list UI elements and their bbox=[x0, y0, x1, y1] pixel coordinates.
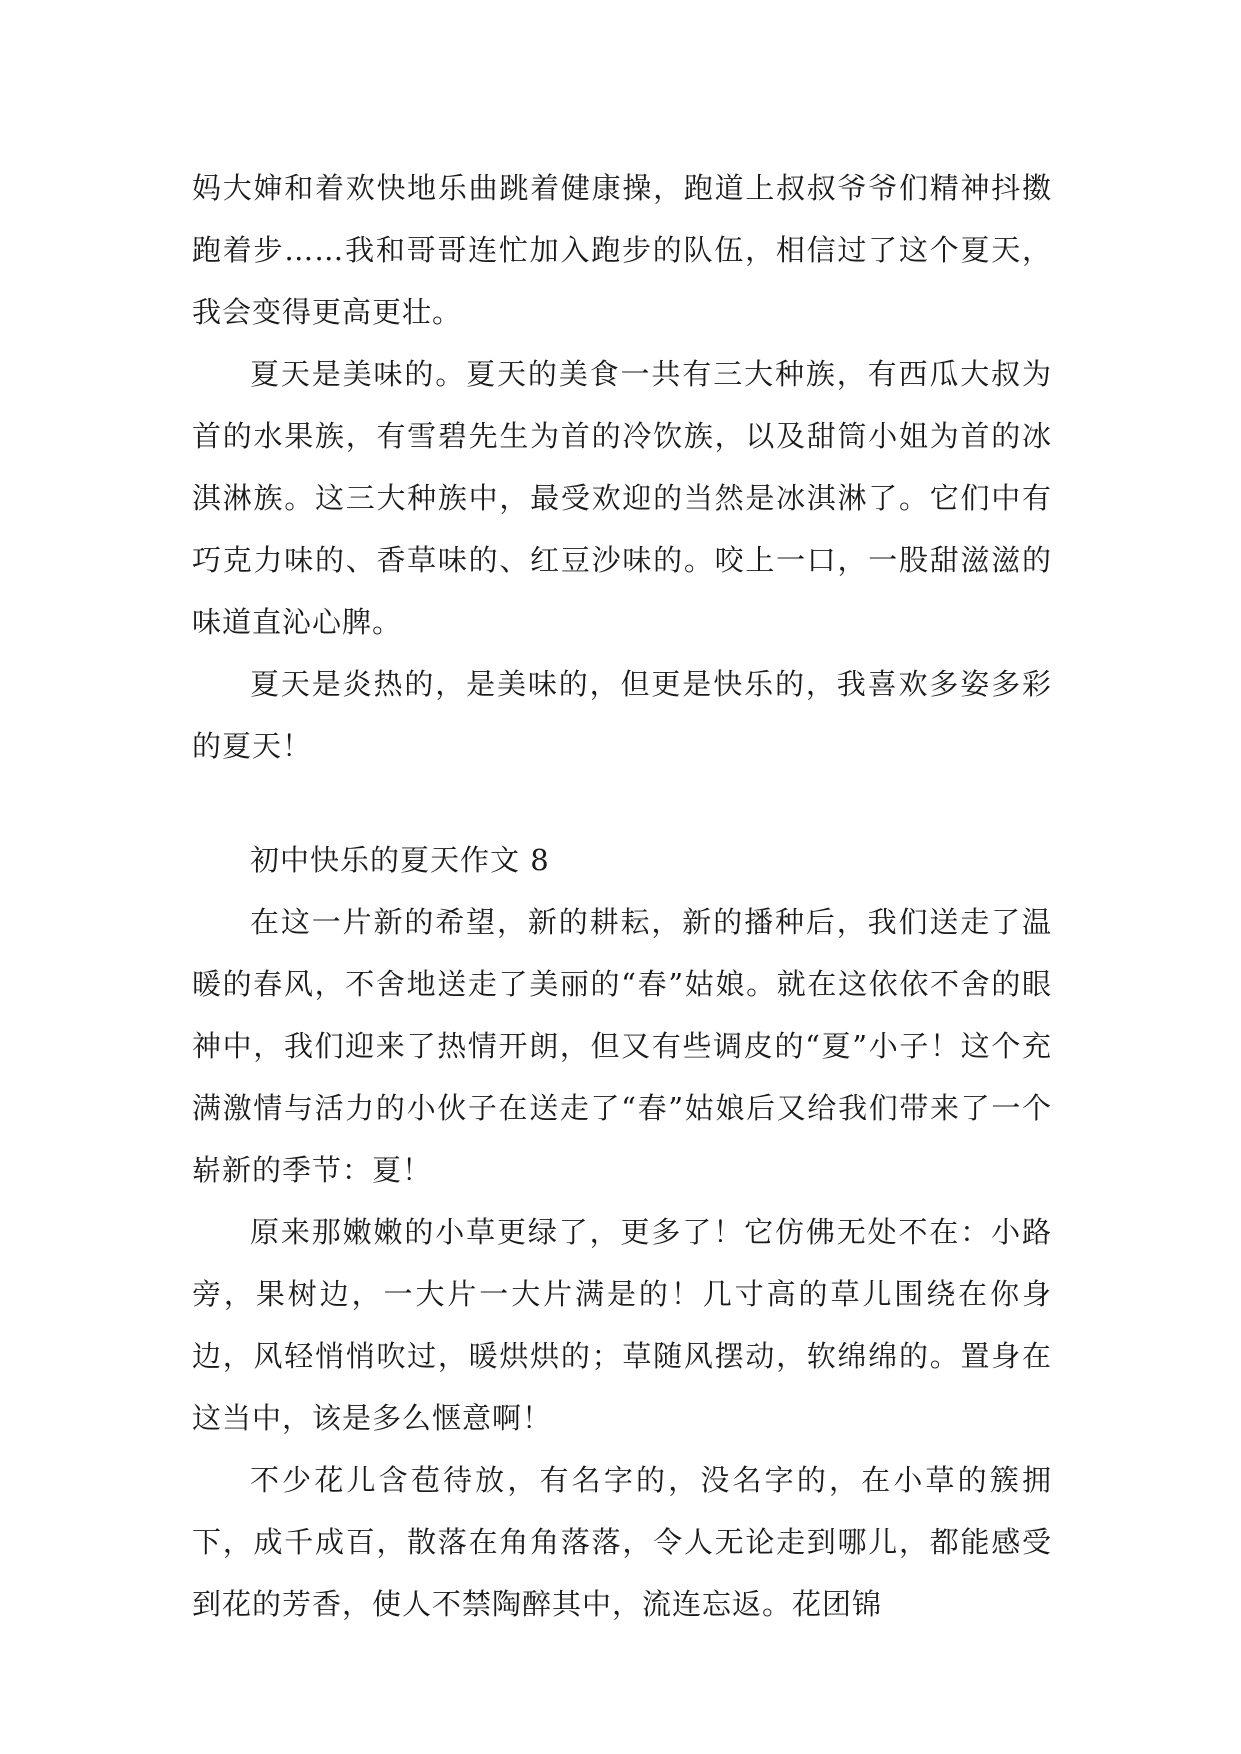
paragraph-conclusion: 夏天是炎热的，是美味的，但更是快乐的，我喜欢多姿多彩的夏天！ bbox=[192, 667, 1052, 763]
paragraph-grass: 原来那嫩嫩的小草更绿了，更多了！它仿佛无处不在：小路旁，果树边，一大片一大片满是的！几寸高的草儿围绕在你身边，风轻悄悄吹过，暖烘烘的；草随风摆动，软绵绵的。置身在这当中，该是多么惬意啊！ bbox=[192, 1215, 1052, 1435]
section-gap bbox=[192, 777, 1052, 829]
paragraph-continued: 妈大婶和着欢快地乐曲跳着健康操，跑道上叔叔爷爷们精神抖擞跑着步……我和哥哥连忙加入跑步的队伍，相信过了这个夏天，我会变得更高更壮。 bbox=[192, 171, 1052, 329]
paragraph-tasty-summer: 夏天是美味的。夏天的美食一共有三大种族，有西瓜大叔为首的水果族，有雪碧先生为首的冷饮族，以及甜筒小姐为首的冰淇淋族。这三大种族中，最受欢迎的当然是冰淇淋了。它们中有巧克力味的、香草味的、红豆沙味的。咬上一口，一股甜滋滋的味道直沁心脾。 bbox=[192, 357, 1052, 639]
essay-heading: 初中快乐的夏天作文 8 bbox=[250, 843, 550, 877]
essay-body bbox=[192, 157, 1052, 1635]
paragraph-flowers: 不少花儿含苞待放，有名字的，没名字的，在小草的簇拥下，成千成百，散落在角角落落，令人无论走到哪儿，都能感受到花的芳香，使人不禁陶醉其中，流连忘返。花团锦 bbox=[192, 1463, 1052, 1621]
paragraph-arrival-of-summer: 在这一片新的希望，新的耕耘，新的播种后，我们送走了温暖的春风，不舍地送走了美丽的“春”姑娘。就在这依依不舍的眼神中，我们迎来了热情开朗，但又有些调皮的“夏”小子！这个充满激情与活力的小伙子在送走了“春”姑娘后又给我们带来了一个崭新的季节：夏！ bbox=[192, 905, 1052, 1187]
